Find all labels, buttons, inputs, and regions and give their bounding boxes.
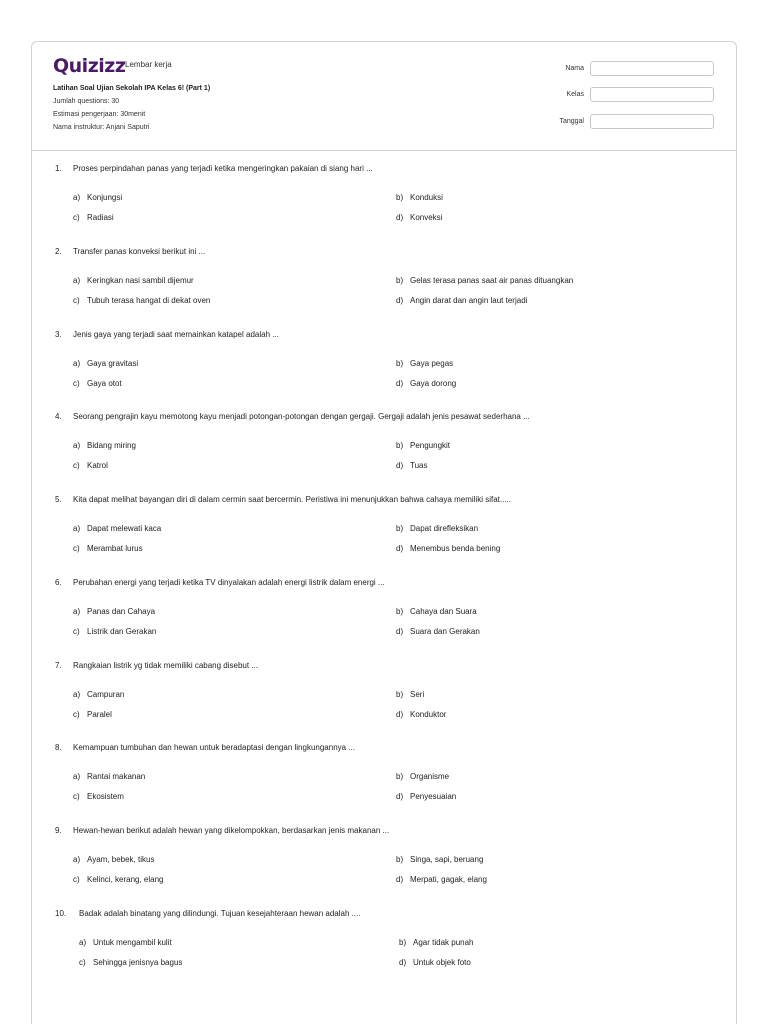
answer-option (73, 875, 164, 885)
option-letter: b) (396, 607, 404, 616)
option-letter: a) (73, 441, 81, 450)
option-text: Pengungkit (410, 441, 451, 450)
option-letter: a) (73, 690, 81, 699)
estimated-duration: Estimasi pengerjaan: 30menit (53, 111, 146, 118)
option-letter: c) (73, 792, 80, 801)
option-text: Suara dan Gerakan (410, 627, 480, 636)
option-letter: d) (399, 958, 407, 967)
option-letter: d) (396, 379, 404, 388)
answer-option (73, 441, 136, 451)
question-text: Badak adalah binatang yang dilindungi. Tujuan kesejahteraan hewan adalah .... (79, 909, 361, 918)
option-text: Untuk mengambil kulit (93, 938, 172, 947)
option-text: Dapat direfleksikan (410, 524, 479, 533)
question-number: 10. (55, 909, 67, 918)
option-text: Keringkan nasi sambil dijemur (87, 276, 194, 285)
answer-option (73, 855, 154, 865)
option-letter: b) (396, 772, 404, 781)
option-letter: b) (399, 938, 407, 947)
option-text: Tuas (410, 461, 428, 470)
answer-option (396, 544, 500, 554)
answer-option (73, 193, 122, 203)
option-text: Gaya otot (87, 379, 122, 388)
answer-option (73, 627, 156, 637)
option-letter: a) (73, 193, 81, 202)
option-letter: c) (73, 627, 80, 636)
answer-option (396, 855, 483, 865)
question-text: Hewan-hewan berikut adalah hewan yang dikelompokkan, berdasarkan jenis makanan ... (73, 826, 390, 835)
answer-option (396, 213, 442, 223)
option-text: Untuk objek foto (413, 958, 471, 967)
option-letter: d) (396, 461, 404, 470)
option-text: Paralel (87, 710, 112, 719)
option-letter: d) (396, 875, 404, 884)
option-letter: a) (79, 938, 87, 947)
option-letter: c) (73, 875, 80, 884)
option-letter: c) (73, 296, 80, 305)
option-text: Rantai makanan (87, 772, 146, 781)
question-text: Kita dapat melihat bayangan diri di dalam cermin saat bercermin. Peristiwa ini menunjukkan bahwa cahaya memiliki sifat..... (73, 495, 511, 504)
answer-option (396, 441, 450, 451)
answer-option (73, 461, 108, 471)
answer-option (396, 772, 449, 782)
option-text: Penyesuaian (410, 792, 457, 801)
class-label: Kelas (566, 91, 584, 98)
option-letter: b) (396, 441, 404, 450)
option-text: Ayam, bebek, tikus (87, 855, 155, 864)
option-letter: d) (396, 544, 404, 553)
answer-option (73, 607, 155, 617)
question-number: 5. (55, 495, 62, 504)
option-letter: c) (79, 958, 86, 967)
answer-option (396, 875, 487, 885)
instructor-name: Nama instruktur: Anjani Saputri (53, 124, 150, 131)
question-number: 7. (55, 661, 62, 670)
answer-option (73, 544, 143, 554)
class-field[interactable] (590, 87, 714, 102)
option-text: Ekosistem (87, 792, 124, 801)
question-number: 1. (55, 164, 62, 173)
option-text: Seri (410, 690, 425, 699)
option-text: Singa, sapi, beruang (410, 855, 484, 864)
question-number: 2. (55, 247, 62, 256)
option-letter: d) (396, 296, 404, 305)
worksheet (31, 41, 737, 1024)
document-type: Lembar kerja (125, 60, 172, 69)
option-letter: b) (396, 276, 404, 285)
question-number: 9. (55, 826, 62, 835)
question-text: Rangkaian listrik yg tidak memiliki cabang disebut ... (73, 661, 258, 670)
option-letter: a) (73, 359, 81, 368)
answer-option (79, 958, 182, 968)
answer-option (73, 710, 112, 720)
option-letter: b) (396, 690, 404, 699)
option-letter: a) (73, 276, 81, 285)
option-letter: a) (73, 772, 81, 781)
name-field[interactable] (590, 61, 714, 76)
option-text: Gelas terasa panas saat air panas dituangkan (410, 276, 574, 285)
option-letter: a) (73, 855, 81, 864)
option-text: Konjungsi (87, 193, 123, 202)
answer-option (396, 627, 480, 637)
question-text: Proses perpindahan panas yang terjadi ketika mengeringkan pakaian di siang hari ... (73, 164, 373, 173)
answer-option (396, 296, 527, 306)
answer-option (73, 524, 161, 534)
option-text: Gaya dorong (410, 379, 457, 388)
question-text: Jenis gaya yang terjadi saat memainkan katapel adalah ... (73, 330, 279, 339)
worksheet-header (32, 42, 736, 151)
answer-option (79, 938, 172, 948)
option-letter: a) (73, 524, 81, 533)
option-text: Dapat melewati kaca (87, 524, 162, 533)
option-text: Merpati, gagak, elang (410, 875, 487, 884)
option-text: Gaya pegas (410, 359, 454, 368)
question-count: Jumlah questions: 30 (53, 98, 120, 105)
option-text: Listrik dan Gerakan (87, 627, 157, 636)
option-text: Kelinci, kerang, elang (87, 875, 164, 884)
option-text: Angin darat dan angin laut terjadi (410, 296, 528, 305)
answer-option (73, 359, 138, 369)
answer-option (73, 690, 124, 700)
answer-option (73, 379, 122, 389)
answer-option (73, 792, 124, 802)
option-letter: a) (73, 607, 81, 616)
option-text: Cahaya dan Suara (410, 607, 477, 616)
option-letter: d) (396, 627, 404, 636)
option-letter: d) (396, 213, 404, 222)
option-letter: b) (396, 855, 404, 864)
answer-option (396, 461, 428, 471)
answer-option (396, 690, 424, 700)
answer-option (396, 792, 456, 802)
option-text: Konduktor (410, 710, 447, 719)
option-text: Gaya gravitasi (87, 359, 139, 368)
question-text: Perubahan energi yang terjadi ketika TV dinyalakan adalah energi listrik dalam energi ... (73, 578, 385, 587)
question-text: Kemampuan tumbuhan dan hewan untuk beradaptasi dengan lingkungannya ... (73, 743, 355, 752)
date-field[interactable] (590, 114, 714, 129)
answer-option (396, 359, 453, 369)
answer-option (73, 772, 145, 782)
option-letter: c) (73, 710, 80, 719)
question-number: 4. (55, 412, 62, 421)
answer-option (396, 710, 446, 720)
quiz-title: Latihan Soal Ujian Sekolah IPA Kelas 6! (Part 1) (53, 85, 211, 92)
option-letter: b) (396, 193, 404, 202)
option-text: Agar tidak punah (413, 938, 474, 947)
answer-option (396, 524, 478, 534)
answer-option (73, 276, 194, 286)
question-text: Transfer panas konveksi berikut ini ... (73, 247, 206, 256)
question-number: 6. (55, 578, 62, 587)
option-text: Organisme (410, 772, 450, 781)
answer-option (396, 379, 456, 389)
answer-option (396, 276, 573, 286)
answer-option (73, 213, 114, 223)
option-letter: c) (73, 379, 80, 388)
question-text: Seorang pengrajin kayu memotong kayu menjadi potongan-potongan dengan gergaji. Gergaji adalah jenis pesawat sederhana ... (73, 412, 530, 421)
option-text: Katrol (87, 461, 108, 470)
option-letter: c) (73, 213, 80, 222)
answer-option (396, 607, 477, 617)
name-label: Nama (565, 65, 584, 72)
answer-option (73, 296, 210, 306)
date-label: Tanggal (559, 118, 584, 125)
option-text: Radiasi (87, 213, 114, 222)
option-text: Konveksi (410, 213, 443, 222)
option-letter: c) (73, 544, 80, 553)
option-text: Bidang miring (87, 441, 136, 450)
option-letter: b) (396, 524, 404, 533)
answer-option (399, 938, 474, 948)
option-letter: c) (73, 461, 80, 470)
option-letter: b) (396, 359, 404, 368)
option-text: Konduksi (410, 193, 443, 202)
option-text: Tubuh terasa hangat di dekat oven (87, 296, 211, 305)
answer-option (399, 958, 471, 968)
option-text: Merambat lurus (87, 544, 143, 553)
option-text: Sehingga jenisnya bagus (93, 958, 183, 967)
option-letter: d) (396, 792, 404, 801)
option-text: Panas dan Cahaya (87, 607, 156, 616)
option-letter: d) (396, 710, 404, 719)
question-number: 3. (55, 330, 62, 339)
option-text: Menembus benda bening (410, 544, 501, 553)
option-text: Campuran (87, 690, 125, 699)
quizizz-logo: Quizizz (53, 55, 126, 77)
answer-option (396, 193, 443, 203)
question-number: 8. (55, 743, 62, 752)
